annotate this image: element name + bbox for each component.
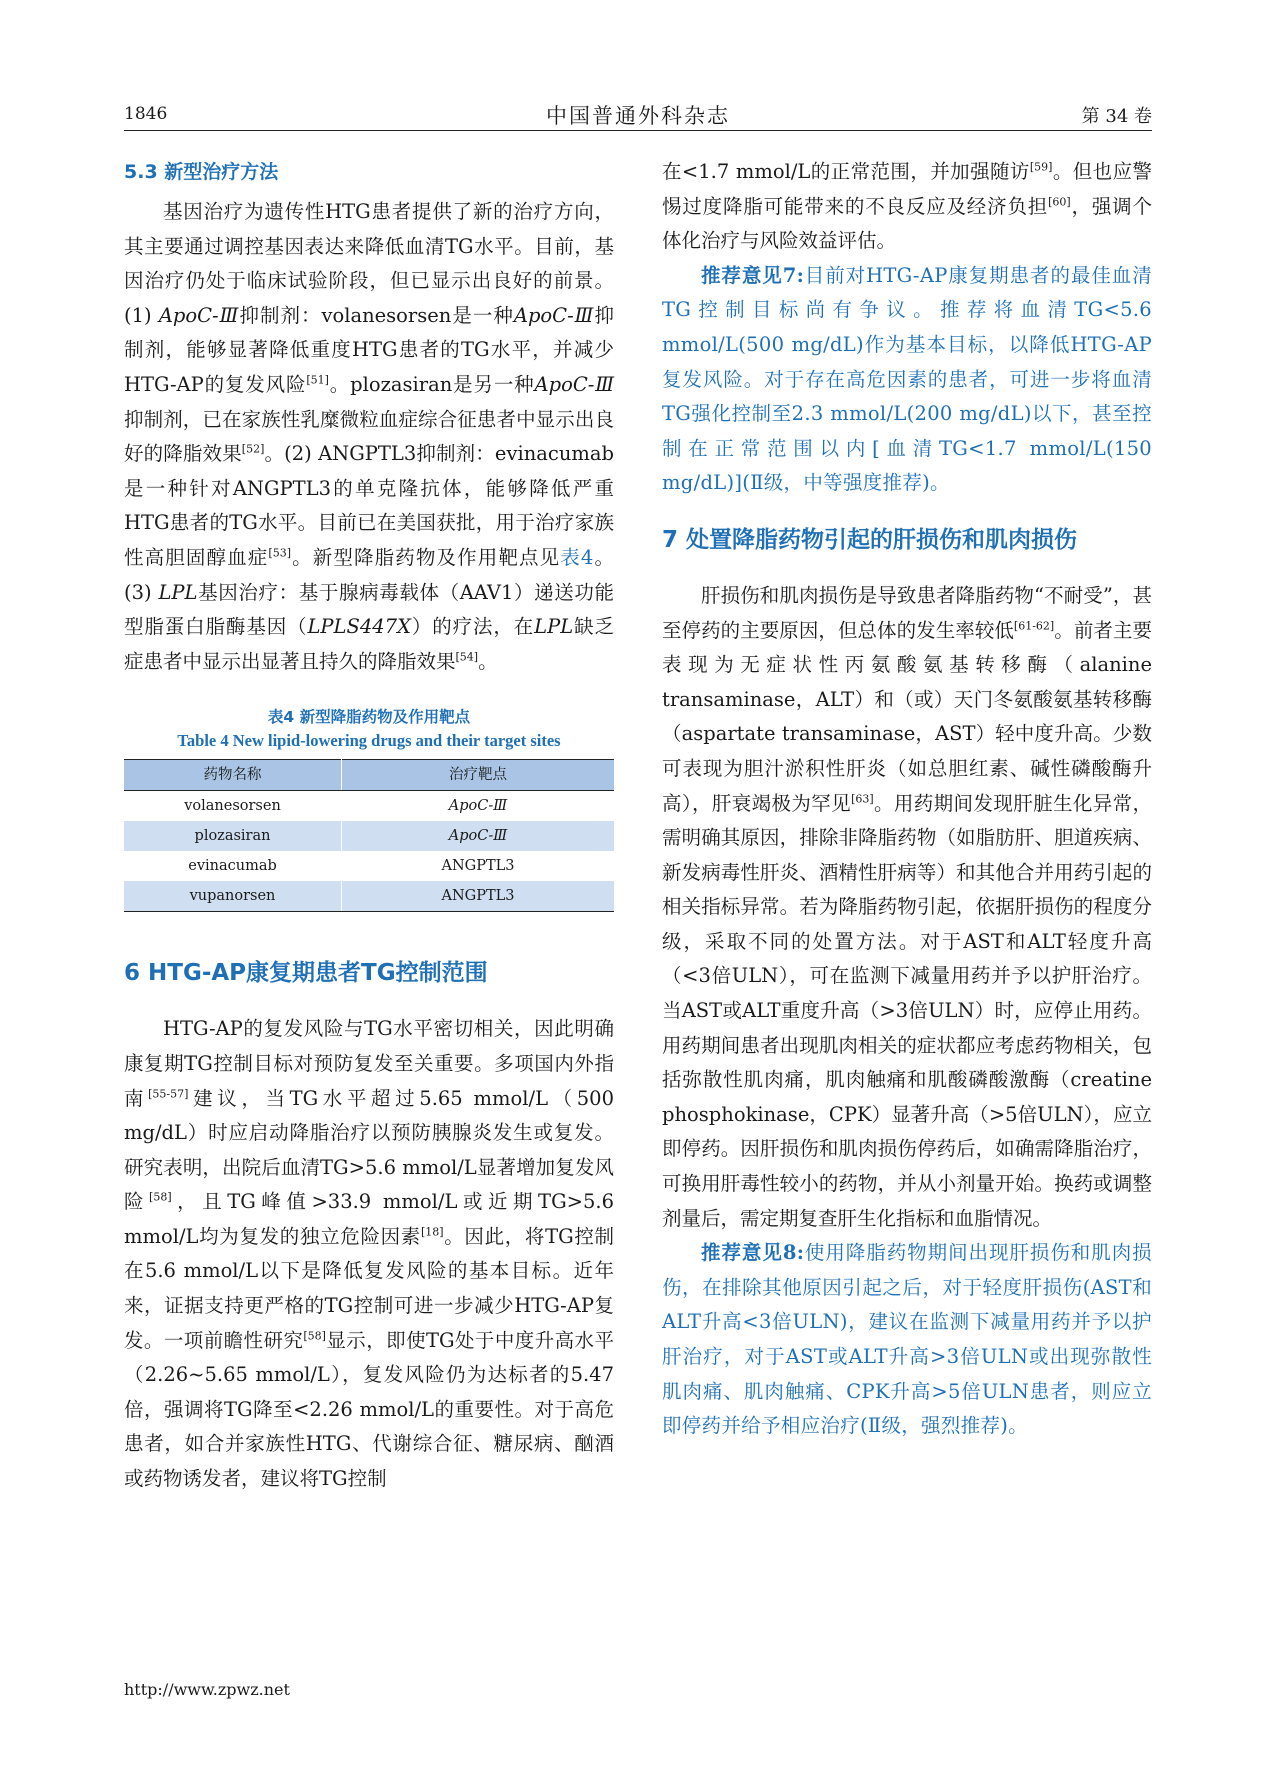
recommendation-7: 推荐意见7:目前对HTG-AP康复期患者的最佳血清TG控制目标尚有争议。推荐将血清TG<5.6 mmol/L(500 mg/dL)作为基本目标，以降低HTG-AP复发风险。对于存在高危因素的患者，可进一步将血清TG强化控制至2.3 mmol/L(200 mg/dL)以下，甚至控制在正常范围以内[血清TG<1.7 mmol/L(150 mg/dL)](Ⅱ级，中等强度推荐)。 xyxy=(662,263,1152,495)
volume-label: 第 34 卷 xyxy=(1081,106,1152,127)
footer-url[interactable]: http://www.zpwz.net xyxy=(124,1680,290,1699)
citation: [58] xyxy=(303,1329,326,1343)
table-cell: plozasiran xyxy=(124,821,342,851)
citation: [63] xyxy=(851,792,874,805)
paragraph-liver-muscle-injury: 肝损伤和肌肉损伤是导致患者降脂药物“不耐受”，甚至停药的主要原因，但总体的发生率较低[61-62]。前者主要表现为无症状性丙氨酸氨基转移酶（alanine transaminase，ALT）和（或）天门冬氨酸氨基转移酶（aspartate transaminase，AST）轻中度升高。少数可表现为胆汁淤积性肝炎（如总胆红素、碱性磷酸酶升高），肝衰竭极为罕见[63]。用药期间发现肝脏生化异常，需明确其原因，排除非降脂药物（如脂肪肝、胆道疾病、新发病毒性肝炎、酒精性肝病等）和其他合并用药引起的相关指标异常。若为降脂药物引起，依据肝损伤的程度分级，采取不同的处置方法。对于AST和ALT轻度升高（<3倍ULN），可在监测下减量用药并予以护肝治疗。当AST或ALT重度升高（>3倍ULN）时，应停止用药。用药期间患者出现肌肉相关的症状都应考虑药物相关，包括弥散性肌肉痛，肌肉触痛和肌酸磷酸激酶（creatine phosphokinase，CPK）显著升高（>5倍ULN），应立即停药。因肝损伤和肌肉损伤停药后，如确需降脂治疗，可换用肝毒性较小的药物，并从小剂量开始。换药或调整剂量后，需定期复查肝生化指标和血脂情况。 xyxy=(662,583,1152,1230)
recommendation-8: 推荐意见8:使用降脂药物期间出现肝损伤和肌肉损伤，在排除其他原因引起之后，对于轻度肝损伤(AST和ALT升高<3倍ULN)，建议在监测下减量用药并予以护肝治疗，对于AST或ALT升高>3倍ULN或出现弥散性肌肉痛、肌肉触痛、CPK升高>5倍ULN患者，则应立即停药并给予相应治疗(Ⅱ级，强烈推荐)。 xyxy=(662,1241,1152,1438)
table-cell: ApoC-Ⅲ xyxy=(448,798,508,815)
table-header-row xyxy=(124,760,614,791)
citation: [60] xyxy=(1048,195,1071,209)
section-6-heading: 6 HTG-AP康复期患者TG控制范围 xyxy=(124,960,488,987)
paragraph-tg-continued: 在<1.7 mmol/L的正常范围，并加强随访[59]。但也应警惕过度降脂可能带来的不良反应及经济负担[60]，强调个体化治疗与风险效益评估。 xyxy=(662,160,1152,253)
table-row xyxy=(124,821,614,851)
table-header-drug: 药物名称 xyxy=(124,760,342,791)
left-column xyxy=(124,155,614,1497)
table-cell: volanesorsen xyxy=(124,791,342,822)
citation: [61-62] xyxy=(1013,619,1055,633)
table-cell: ApoC-Ⅲ xyxy=(342,821,615,851)
citation: [55-57] xyxy=(148,1087,189,1100)
table-caption-cn: 表4 新型降脂药物及作用靶点 xyxy=(267,708,471,727)
citation: [59] xyxy=(1029,160,1053,174)
right-column xyxy=(662,155,1152,1444)
table-caption-en: Table 4 New lipid-lowering drugs and their target sites xyxy=(177,731,561,751)
table-header-target: 治疗靶点 xyxy=(342,760,615,791)
table-cell: ANGPTL3 xyxy=(441,858,515,875)
journal-title: 中国普通外科杂志 xyxy=(546,104,730,128)
drug-target-table xyxy=(124,759,614,912)
citation: [53] xyxy=(268,546,291,560)
table-reference-link[interactable]: 表4 xyxy=(560,545,594,569)
page-number: 1846 xyxy=(124,104,168,124)
table-row xyxy=(124,881,614,912)
section-5-3-heading: 5.3 新型治疗方法 xyxy=(124,161,279,183)
section-7-heading: 7 处置降脂药物引起的肝损伤和肌肉损伤 xyxy=(662,526,1078,553)
table-row xyxy=(124,791,614,822)
citation: [51] xyxy=(306,373,329,387)
table-row xyxy=(124,851,614,881)
page-header xyxy=(124,96,1152,131)
citation: [18] xyxy=(420,1225,444,1239)
paragraph-tg-control: HTG-AP的复发风险与TG水平密切相关，因此明确康复期TG控制目标对预防复发至关重要。多项国内外指南[55-57]建议，当TG水平超过5.65 mmol/L（500 mg/dL）时应启动降脂治疗以预防胰腺炎发生或复发。研究表明，出院后血清TG>5.6 mmol/L显著增加复发风险[58]，且TG峰值>33.9 mmol/L或近期TG>5.6 mmol/L均为复发的独立危险因素[18]。因此，将TG控制在5.6 mmol/L以下是降低复发风险的基本目标。近年来，证据支持更严格的TG控制可进一步减少HTG-AP复发。一项前瞻性研究[58]显示，即使TG处于中度升高水平（2.26~5.65 mmol/L），复发风险仍为达标者的5.47倍，强调将TG降至<2.26 mmol/L的重要性。对于高危患者，如合并家族性HTG、代谢综合征、糖尿病、酗酒或药物诱发者，建议将TG控制 xyxy=(124,1017,614,1491)
table-cell: vupanorsen xyxy=(124,881,342,912)
table-cell: evinacumab xyxy=(124,851,342,881)
citation: [52] xyxy=(241,442,265,456)
citation: [58] xyxy=(149,1190,172,1204)
paragraph-gene-therapy: 基因治疗为遗传性HTG患者提供了新的治疗方向，其主要通过调控基因表达来降低血清TG水平。目前，基因治疗仍处于临床试验阶段，但已显示出良好的前景。(1) ApoC-Ⅲ抑制剂：volanesorsen是一种ApoC-Ⅲ抑制剂，能够显著降低重度HTG患者的TG水平，并减少HTG-AP的复发风险[51]。plozasiran是另一种ApoC-Ⅲ抑制剂，已在家族性乳糜微粒血症综合征患者中显示出良好的降脂效果[52]。(2) ANGPTL3抑制剂：evinacumab是一种针对ANGPTL3的单克隆抗体，能够降低严重HTG患者的TG水平。目前已在美国获批，用于治疗家族性高胆固醇血症[53]。新型降脂药物及作用靶点见表4。(3) LPL基因治疗：基于腺病毒载体（AAV1）递送功能型脂蛋白脂酶基因（LPLS447X）的疗法，在LPL缺乏症患者中显示出显著且持久的降脂效果[54]。 xyxy=(124,200,615,673)
table-cell: ANGPTL3 xyxy=(342,881,615,912)
citation: [54] xyxy=(455,650,479,664)
